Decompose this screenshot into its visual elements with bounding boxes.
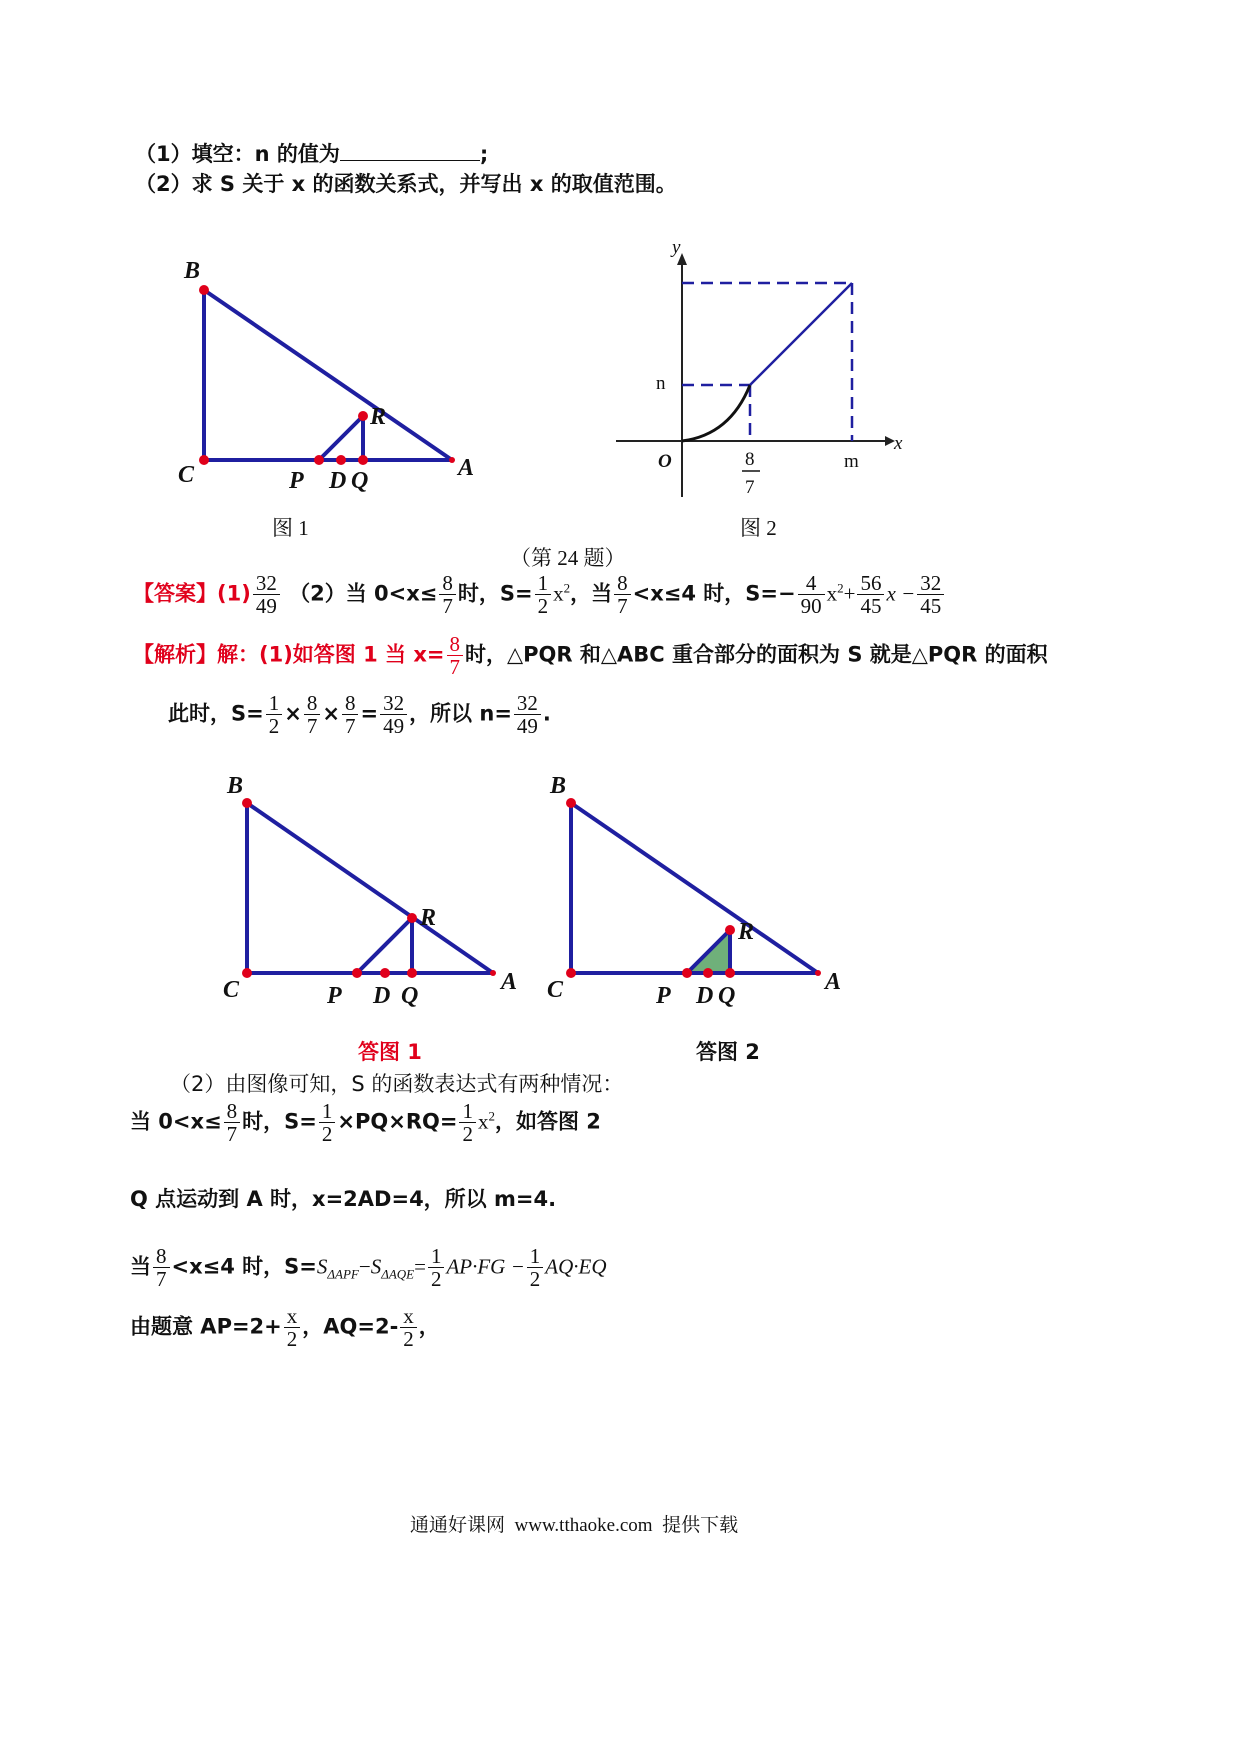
label-q: Q [718, 983, 736, 1009]
footer: 通通好课网 www.tthaoke.com 提供下载 [410, 1515, 739, 1536]
frac-den: 7 [226, 1122, 238, 1147]
point-d [380, 968, 390, 978]
frac-num: 4 [798, 572, 825, 595]
point-c [199, 455, 209, 465]
case1-expr: ×PQ×RQ= [337, 1109, 458, 1134]
analysis-line-2 [168, 692, 551, 737]
q1-suffix: ; [479, 142, 489, 166]
case1-s: 时，S= [242, 1109, 317, 1134]
label-b: B [184, 258, 201, 284]
answer-line [133, 572, 946, 617]
frac-num: x [284, 1305, 301, 1328]
point-d [703, 968, 713, 978]
label-d: D [696, 983, 714, 1009]
point-b [242, 798, 252, 808]
label-c: C [547, 977, 564, 1003]
aq-end: ， [418, 1314, 440, 1339]
var-x: x [553, 581, 564, 606]
superscript: 2 [488, 1108, 495, 1124]
frac-num: 32 [917, 572, 944, 595]
point-r [725, 925, 735, 935]
question-1 [135, 138, 488, 168]
plus: + [843, 581, 856, 606]
frac-num: 8 [439, 572, 456, 595]
figure-2-caption: 图 2 [740, 516, 777, 540]
times: × [322, 701, 340, 726]
label-a: A [501, 969, 518, 995]
superscript: 2 [837, 580, 844, 596]
label-a: A [458, 455, 475, 481]
analysis-tag: 【解析】 [133, 642, 217, 667]
figure-1-caption: 图 1 [272, 516, 309, 540]
segment-pr [319, 416, 363, 460]
label-q: Q [351, 468, 369, 494]
ap-prefix: 由题意 AP=2+ [130, 1314, 282, 1339]
linear-segment [750, 283, 852, 385]
origin-label: O [658, 451, 672, 472]
point-p [314, 455, 324, 465]
point-p [682, 968, 692, 978]
frac-den: 2 [268, 714, 280, 739]
frac-num: 8 [153, 1245, 170, 1268]
frac-den: 49 [383, 714, 405, 739]
frac-den: 2 [286, 1327, 298, 1352]
frac-den: 7 [344, 714, 356, 739]
frac-num: 1 [535, 572, 552, 595]
analysis-lead: 解：(1)如答图 1 当 x= [217, 642, 445, 667]
subscript-aqe: ΔAQE [381, 1266, 415, 1282]
point-p [352, 968, 362, 978]
label-d: D [373, 983, 391, 1009]
frac-den: 49 [255, 594, 277, 619]
figure-2-graph [610, 235, 920, 505]
question-2: （2）求 S 关于 x 的函数关系式，并写出 x 的取值范围。 [135, 172, 677, 196]
answer-part2: （2）当 0<x≤ [289, 581, 438, 606]
subscript-apf: ΔAPF [327, 1266, 359, 1282]
point-b [566, 798, 576, 808]
segment-ba [204, 290, 452, 460]
frac-num: 56 [857, 572, 884, 595]
point-a [815, 970, 821, 976]
frac-num: 1 [527, 1245, 544, 1268]
answer-blank [340, 142, 480, 161]
analysis-text1: 时，△PQR 和△ABC 重合部分的面积为 S 就是△PQR 的面积 [465, 642, 1048, 667]
point-c [242, 968, 252, 978]
label-r: R [420, 905, 437, 931]
curve-segment [682, 385, 750, 441]
figure-1 [170, 250, 510, 500]
label-p: P [656, 983, 671, 1009]
answer-range2: <x≤4 时，S=− [632, 581, 796, 606]
x-minus: x − [886, 581, 916, 606]
analysis-line-1 [133, 633, 1048, 678]
case1-prefix: 当 0<x≤ [130, 1109, 222, 1134]
equals: = [414, 1254, 426, 1279]
case2-mid: <x≤4 时，S= [171, 1254, 317, 1279]
point-q [725, 968, 735, 978]
frac-den: 7 [449, 655, 460, 680]
frac-den: 45 [920, 594, 942, 619]
y-label: y [672, 237, 681, 258]
aq-mid: ，AQ=2- [302, 1314, 399, 1339]
label-d: D [329, 468, 347, 494]
frac-den: 2 [403, 1327, 414, 1352]
label-r: R [370, 404, 387, 430]
equals: = [360, 701, 379, 726]
frac-num: 1 [428, 1245, 445, 1268]
ap-aq-line [130, 1305, 440, 1350]
minus: − [358, 1254, 371, 1279]
frac-den: 2 [430, 1267, 442, 1292]
frac-den: 2 [321, 1122, 333, 1147]
point-b [199, 285, 209, 295]
label-p: P [289, 468, 304, 494]
point-a [449, 457, 455, 463]
so-n: ，所以 n= [409, 701, 512, 726]
answer-figure-2-caption: 答图 2 [696, 1040, 760, 1064]
label-c: C [223, 977, 240, 1003]
var-x: x [477, 1109, 489, 1134]
s-aqe: S [370, 1254, 382, 1279]
label-p: P [327, 983, 342, 1009]
s-apf: S [316, 1254, 328, 1279]
label-c: C [178, 462, 195, 488]
answer-part1: (1) [217, 581, 251, 606]
frac-num: 8 [304, 692, 321, 715]
frac-den: 7 [442, 594, 453, 619]
label-r: R [738, 919, 755, 945]
answer-s1: 时，S= [457, 581, 533, 606]
analysis-text2: 此时，S= [168, 701, 264, 726]
frac-num: 1 [319, 1100, 336, 1123]
point-q [358, 455, 368, 465]
frac-den: 2 [529, 1267, 541, 1292]
frac-num: 32 [380, 692, 407, 715]
frac-den: 7 [617, 594, 628, 619]
superscript: 2 [563, 580, 571, 596]
frac-den: 45 [860, 594, 882, 619]
point-c [566, 968, 576, 978]
label-a: A [825, 969, 842, 995]
case2-prefix: 当 [130, 1254, 151, 1279]
case2-line [130, 1245, 607, 1290]
frac-den: 7 [306, 714, 318, 739]
answer-mid: ，当 [570, 581, 613, 606]
label-b: B [227, 773, 244, 799]
label-q: Q [401, 983, 419, 1009]
tick-den: 7 [745, 477, 755, 498]
point-r [407, 913, 417, 923]
frac-den: 90 [800, 594, 822, 619]
frac-num: 8 [614, 572, 631, 595]
frac-den: 2 [537, 594, 549, 619]
q-at-a-line: Q 点运动到 A 时，x=2AD=4，所以 m=4. [130, 1187, 557, 1211]
term-aq-eq: AQ·EQ [545, 1254, 607, 1279]
answer-figure-1-caption: 答图 1 [358, 1040, 422, 1064]
frac-num: 1 [266, 692, 283, 715]
frac-num: x [400, 1305, 417, 1328]
m-label: m [844, 451, 859, 472]
term-ap-fg: AP·FG − [446, 1254, 525, 1279]
frac-num: 32 [253, 572, 280, 595]
frac-den: 2 [462, 1122, 473, 1147]
tick-num: 8 [745, 449, 755, 470]
frac-den: 49 [516, 714, 538, 739]
frac-num: 8 [342, 692, 359, 715]
x-label: x [894, 433, 903, 454]
answer-figure-1 [215, 765, 545, 1015]
point-q [407, 968, 417, 978]
case1-line [130, 1100, 601, 1145]
q1-text: （1）填空：n 的值为 [135, 142, 340, 166]
var-x: x [826, 581, 838, 606]
frac-num: 8 [224, 1100, 241, 1123]
point-r [358, 411, 368, 421]
frac-num: 8 [447, 633, 464, 656]
period: . [542, 701, 551, 726]
answer-tag: 【答案】 [133, 581, 217, 606]
answer-figure-2 [540, 765, 870, 1015]
point-a [490, 970, 496, 976]
frac-den: 7 [156, 1267, 167, 1292]
frac-num: 1 [459, 1100, 476, 1123]
times: × [284, 701, 302, 726]
point-d [336, 455, 346, 465]
label-b: B [550, 773, 567, 799]
case1-tail: ，如答图 2 [494, 1109, 601, 1134]
frac-num: 32 [514, 692, 541, 715]
problem-caption: （第 24 题） [510, 546, 626, 570]
part2-intro: （2）由图像可知，S 的函数表达式有两种情况： [170, 1072, 624, 1096]
n-label: n [656, 373, 666, 394]
